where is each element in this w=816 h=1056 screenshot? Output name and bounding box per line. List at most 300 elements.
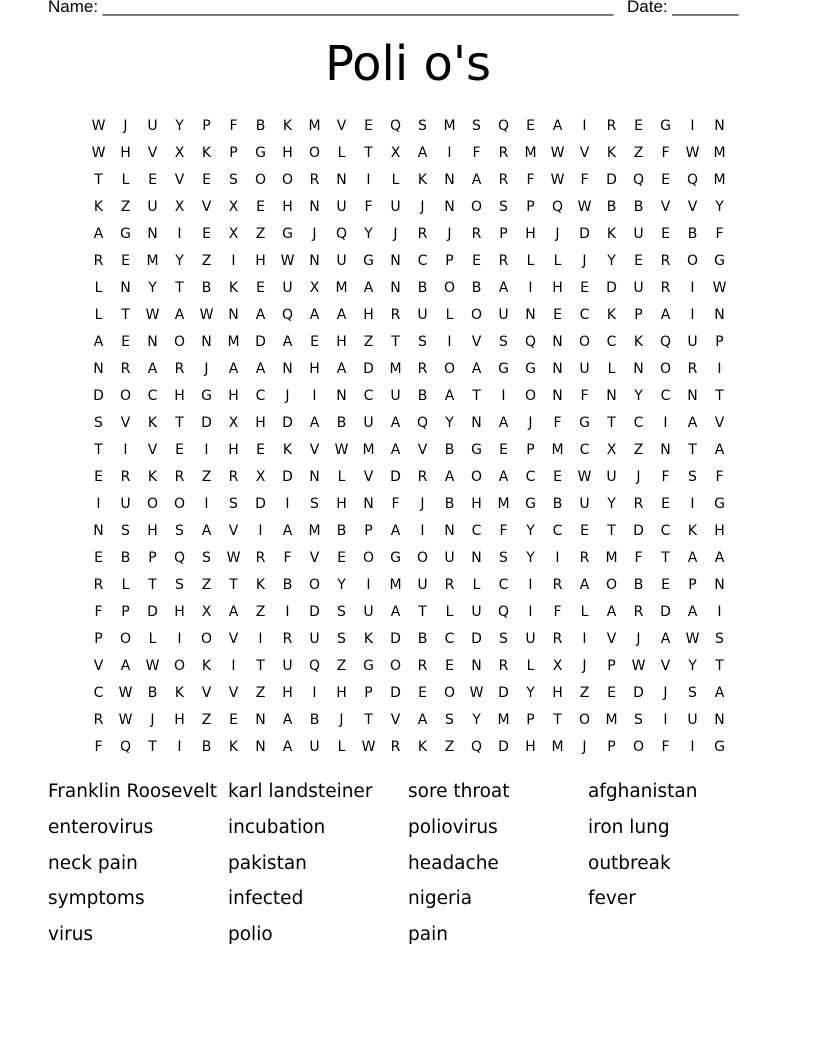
grid-letter: I <box>528 576 533 593</box>
grid-letter: P <box>229 144 238 161</box>
grid-letter: V <box>606 630 617 647</box>
grid-letter: L <box>391 171 400 188</box>
grid-letter: L <box>337 468 346 485</box>
grid-letter: X <box>228 198 239 215</box>
grid-letter: U <box>282 657 293 674</box>
grid-letter: S <box>499 333 508 350</box>
grid-letter: X <box>228 225 239 242</box>
grid-letter: I <box>582 117 587 134</box>
name-field-line: Name: ______________________________________________________ <box>48 0 614 16</box>
grid-letter: Q <box>524 333 537 350</box>
grid-letter: T <box>175 279 184 296</box>
grid-letter: J <box>555 225 560 242</box>
grid-letter: I <box>420 522 425 539</box>
grid-letter: R <box>120 360 131 377</box>
grid-letter: E <box>526 117 535 134</box>
grid-letter: J <box>204 360 209 377</box>
grid-letter: U <box>309 738 320 755</box>
word-bank-item: headache <box>408 852 499 874</box>
grid-letter: A <box>282 522 293 539</box>
grid-letter: H <box>282 144 293 161</box>
grid-letter: N <box>471 414 482 431</box>
grid-letter: E <box>607 684 616 701</box>
grid-letter: Y <box>175 117 184 134</box>
grid-letter: A <box>498 414 509 431</box>
grid-letter: Z <box>201 711 212 728</box>
grid-letter: E <box>553 468 562 485</box>
grid-letter: O <box>443 279 456 296</box>
grid-letter: A <box>714 549 725 566</box>
grid-letter: Z <box>201 252 212 269</box>
grid-letter: Z <box>255 684 266 701</box>
grid-letter: K <box>147 414 158 431</box>
grid-letter: J <box>663 684 668 701</box>
grid-letter: I <box>366 576 371 593</box>
grid-letter: E <box>256 279 265 296</box>
grid-letter: B <box>417 387 428 404</box>
grid-letter: F <box>580 171 589 188</box>
grid-letter: G <box>201 387 212 404</box>
grid-letter: U <box>147 198 158 215</box>
grid-letter: Q <box>632 171 645 188</box>
grid-letter: O <box>578 711 591 728</box>
grid-letter: N <box>471 549 482 566</box>
grid-letter: A <box>687 549 698 566</box>
grid-row <box>85 598 733 625</box>
grid-letter: R <box>498 252 509 269</box>
grid-letter: R <box>498 144 509 161</box>
grid-letter: L <box>553 252 562 269</box>
grid-letter: K <box>606 144 617 161</box>
grid-letter: S <box>499 198 508 215</box>
grid-letter: I <box>177 225 182 242</box>
grid-row <box>85 355 733 382</box>
grid-letter: E <box>418 684 427 701</box>
grid-letter: A <box>444 468 455 485</box>
grid-letter: W <box>145 657 160 674</box>
grid-letter: Q <box>686 171 699 188</box>
grid-letter: O <box>686 252 699 269</box>
grid-letter: C <box>660 387 671 404</box>
grid-letter: A <box>714 441 725 458</box>
grid-letter: D <box>201 414 212 431</box>
grid-letter: Z <box>336 657 347 674</box>
grid-letter: A <box>336 360 347 377</box>
grid-letter: B <box>255 117 266 134</box>
grid-letter: D <box>660 603 671 620</box>
grid-row <box>85 679 733 706</box>
grid-letter: N <box>390 279 401 296</box>
grid-letter: R <box>579 549 590 566</box>
grid-letter: I <box>528 279 533 296</box>
grid-letter: J <box>420 198 425 215</box>
grid-letter: V <box>147 144 158 161</box>
word-bank-item: karl landsteiner <box>228 781 373 802</box>
grid-letter: H <box>147 522 158 539</box>
grid-letter: B <box>309 711 320 728</box>
grid-row <box>85 625 733 652</box>
grid-letter: Y <box>607 495 616 512</box>
grid-letter: U <box>120 495 131 512</box>
grid-letter: W <box>550 171 565 188</box>
grid-letter: T <box>553 711 562 728</box>
grid-letter: U <box>579 495 590 512</box>
grid-row <box>85 166 733 193</box>
grid-letter: G <box>525 495 536 512</box>
grid-letter: F <box>580 387 589 404</box>
grid-letter: R <box>471 225 482 242</box>
grid-letter: U <box>606 468 617 485</box>
grid-letter: M <box>443 117 456 134</box>
grid-letter: U <box>390 387 401 404</box>
grid-letter: H <box>282 684 293 701</box>
grid-letter: B <box>120 549 131 566</box>
grid-letter: F <box>472 144 481 161</box>
grid-letter: K <box>201 657 212 674</box>
grid-letter: I <box>690 279 695 296</box>
grid-letter: U <box>336 198 347 215</box>
grid-letter: X <box>309 279 320 296</box>
grid-letter: G <box>282 225 293 242</box>
grid-letter: Z <box>201 576 212 593</box>
grid-letter: O <box>632 738 645 755</box>
grid-letter: V <box>309 549 320 566</box>
grid-letter: I <box>231 252 236 269</box>
grid-letter: L <box>472 576 481 593</box>
grid-letter: O <box>578 333 591 350</box>
grid-letter: Z <box>201 468 212 485</box>
grid-letter: E <box>661 225 670 242</box>
grid-letter: D <box>363 360 374 377</box>
grid-letter: N <box>363 495 374 512</box>
grid-letter: H <box>336 495 347 512</box>
grid-letter: V <box>363 468 374 485</box>
grid-letter: X <box>174 144 185 161</box>
grid-letter: H <box>174 711 185 728</box>
grid-letter: G <box>714 738 725 755</box>
grid-letter: I <box>123 441 128 458</box>
grid-letter: I <box>690 738 695 755</box>
grid-letter: F <box>94 603 103 620</box>
grid-letter: J <box>339 711 344 728</box>
grid-letter: N <box>525 306 536 323</box>
grid-letter: O <box>362 549 375 566</box>
grid-letter: N <box>606 387 617 404</box>
grid-letter: K <box>228 279 239 296</box>
grid-letter: Z <box>633 441 644 458</box>
grid-letter: T <box>364 711 373 728</box>
grid-letter: T <box>391 333 400 350</box>
grid-letter: U <box>633 279 644 296</box>
grid-letter: N <box>444 171 455 188</box>
grid-letter: Y <box>148 279 157 296</box>
grid-letter: J <box>393 225 398 242</box>
grid-letter: R <box>228 468 239 485</box>
grid-letter: N <box>714 576 725 593</box>
grid-letter: V <box>93 657 104 674</box>
word-bank-item: sore throat <box>408 781 510 802</box>
grid-letter: E <box>256 441 265 458</box>
grid-letter: Y <box>526 522 535 539</box>
grid-letter: C <box>363 387 374 404</box>
grid-letter: B <box>633 576 644 593</box>
grid-letter: K <box>417 738 428 755</box>
grid-letter: O <box>281 171 294 188</box>
grid-letter: E <box>256 198 265 215</box>
grid-letter: M <box>713 171 726 188</box>
grid-letter: N <box>120 279 131 296</box>
grid-letter: R <box>174 468 185 485</box>
grid-letter: Q <box>119 738 132 755</box>
grid-letter: A <box>471 360 482 377</box>
grid-letter: Q <box>659 333 672 350</box>
grid-letter: K <box>606 306 617 323</box>
grid-letter: R <box>93 576 104 593</box>
grid-letter: W <box>118 684 133 701</box>
grid-letter: W <box>118 711 133 728</box>
grid-letter: A <box>309 306 320 323</box>
grid-letter: W <box>226 549 241 566</box>
grid-letter: D <box>633 522 644 539</box>
grid-letter: A <box>147 360 158 377</box>
grid-letter: M <box>146 252 159 269</box>
grid-row <box>85 247 733 274</box>
grid-letter: V <box>120 414 131 431</box>
grid-letter: V <box>228 684 239 701</box>
grid-letter: I <box>204 495 209 512</box>
grid-letter: D <box>606 171 617 188</box>
grid-letter: I <box>447 333 452 350</box>
word-bank-item: virus <box>48 924 94 946</box>
grid-letter: W <box>577 198 592 215</box>
grid-letter: R <box>282 630 293 647</box>
grid-letter: P <box>364 522 373 539</box>
grid-letter: H <box>525 738 536 755</box>
grid-letter: P <box>715 333 724 350</box>
grid-letter: H <box>525 225 536 242</box>
grid-letter: B <box>336 522 347 539</box>
grid-letter: J <box>312 225 317 242</box>
grid-letter: E <box>580 279 589 296</box>
grid-letter: R <box>309 171 320 188</box>
grid-letter: U <box>687 333 698 350</box>
grid-letter: O <box>470 306 483 323</box>
grid-letter: I <box>366 171 371 188</box>
grid-letter: Z <box>255 225 266 242</box>
grid-letter: A <box>363 279 374 296</box>
grid-letter: F <box>364 198 373 215</box>
grid-letter: A <box>336 306 347 323</box>
grid-letter: E <box>202 171 211 188</box>
grid-letter: N <box>282 360 293 377</box>
grid-letter: B <box>201 738 212 755</box>
grid-letter: X <box>552 657 563 674</box>
grid-letter: G <box>525 360 536 377</box>
grid-letter: G <box>471 441 482 458</box>
grid-letter: E <box>121 252 130 269</box>
grid-letter: R <box>417 468 428 485</box>
grid-letter: C <box>498 576 509 593</box>
grid-letter: P <box>445 252 454 269</box>
grid-letter: A <box>309 414 320 431</box>
grid-letter: N <box>309 468 320 485</box>
grid-letter: C <box>633 414 644 431</box>
grid-letter: C <box>147 387 158 404</box>
grid-letter: K <box>606 225 617 242</box>
grid-letter: J <box>123 117 128 134</box>
grid-letter: Q <box>335 225 348 242</box>
grid-letter: N <box>471 657 482 674</box>
grid-letter: K <box>147 468 158 485</box>
grid-row <box>85 733 733 760</box>
grid-letter: V <box>714 414 725 431</box>
grid-letter: R <box>552 630 563 647</box>
grid-letter: H <box>255 414 266 431</box>
grid-letter: H <box>714 522 725 539</box>
grid-letter: X <box>228 414 239 431</box>
grid-letter: E <box>634 252 643 269</box>
grid-letter: H <box>255 252 266 269</box>
grid-letter: P <box>688 576 697 593</box>
grid-letter: W <box>631 657 646 674</box>
grid-letter: R <box>444 576 455 593</box>
grid-letter: T <box>607 522 616 539</box>
grid-letter: L <box>607 360 616 377</box>
grid-letter: A <box>228 603 239 620</box>
grid-letter: E <box>94 468 103 485</box>
grid-letter: T <box>715 387 724 404</box>
grid-letter: B <box>552 495 563 512</box>
puzzle-title: Poli o's <box>324 36 492 92</box>
grid-letter: J <box>582 252 587 269</box>
grid-letter: O <box>308 144 321 161</box>
grid-letter: J <box>528 414 533 431</box>
grid-letter: A <box>606 603 617 620</box>
grid-letter: O <box>173 333 186 350</box>
grid-letter: F <box>553 414 562 431</box>
grid-letter: U <box>363 603 374 620</box>
grid-letter: S <box>418 333 427 350</box>
grid-letter: I <box>447 144 452 161</box>
grid-letter: L <box>94 279 103 296</box>
grid-letter: L <box>445 603 454 620</box>
grid-letter: H <box>228 387 239 404</box>
grid-letter: R <box>390 306 401 323</box>
grid-letter: J <box>636 630 641 647</box>
grid-letter: Z <box>120 198 131 215</box>
grid-letter: A <box>120 657 131 674</box>
grid-letter: N <box>714 117 725 134</box>
grid-letter: U <box>417 306 428 323</box>
word-bank-item: Franklin Roosevelt <box>48 781 217 802</box>
grid-letter: P <box>121 603 130 620</box>
grid-letter: C <box>255 387 266 404</box>
grid-letter: O <box>119 387 132 404</box>
grid-letter: T <box>607 414 616 431</box>
word-bank-item: infected <box>228 888 304 910</box>
grid-letter: H <box>228 441 239 458</box>
grid-letter: T <box>94 171 103 188</box>
grid-letter: Q <box>173 549 186 566</box>
grid-letter: A <box>201 522 212 539</box>
grid-row <box>85 193 733 220</box>
grid-letter: M <box>605 549 618 566</box>
grid-letter: P <box>526 441 535 458</box>
grid-letter: D <box>255 333 266 350</box>
grid-letter: T <box>148 738 157 755</box>
grid-letter: D <box>390 468 401 485</box>
grid-letter: I <box>258 630 263 647</box>
grid-letter: A <box>282 711 293 728</box>
grid-letter: L <box>337 144 346 161</box>
grid-letter: D <box>282 468 293 485</box>
grid-letter: I <box>312 684 317 701</box>
grid-letter: A <box>552 117 563 134</box>
grid-letter: I <box>717 603 722 620</box>
grid-letter: U <box>336 252 347 269</box>
grid-letter: J <box>582 657 587 674</box>
grid-letter: O <box>173 657 186 674</box>
grid-letter: Q <box>497 117 510 134</box>
grid-letter: R <box>498 171 509 188</box>
grid-letter: R <box>633 603 644 620</box>
grid-letter: E <box>472 252 481 269</box>
grid-letter: M <box>524 144 537 161</box>
grid-letter: G <box>660 117 671 134</box>
grid-letter: N <box>93 522 104 539</box>
grid-letter: C <box>525 468 536 485</box>
grid-letter: N <box>552 360 563 377</box>
grid-letter: V <box>201 198 212 215</box>
grid-letter: K <box>93 198 104 215</box>
grid-letter: N <box>147 225 158 242</box>
grid-letter: A <box>660 630 671 647</box>
grid-letter: I <box>690 495 695 512</box>
grid-letter: H <box>552 684 563 701</box>
grid-letter: C <box>471 522 482 539</box>
grid-letter: D <box>255 495 266 512</box>
grid-letter: I <box>285 603 290 620</box>
grid-letter: A <box>228 360 239 377</box>
grid-letter: R <box>93 252 104 269</box>
grid-letter: N <box>228 306 239 323</box>
grid-letter: N <box>633 360 644 377</box>
grid-row <box>85 274 733 301</box>
grid-letter: W <box>685 630 700 647</box>
grid-letter: I <box>177 630 182 647</box>
grid-letter: S <box>445 711 454 728</box>
grid-letter: O <box>659 360 672 377</box>
grid-letter: N <box>147 333 158 350</box>
grid-letter: E <box>661 576 670 593</box>
grid-letter: N <box>336 387 347 404</box>
grid-letter: O <box>119 630 132 647</box>
grid-letter: G <box>255 144 266 161</box>
grid-letter: V <box>201 684 212 701</box>
grid-letter: K <box>255 576 266 593</box>
grid-letter: I <box>231 657 236 674</box>
grid-letter: J <box>150 711 155 728</box>
grid-row <box>85 436 733 463</box>
grid-letter: S <box>688 684 697 701</box>
grid-letter: O <box>146 495 159 512</box>
grid-letter: T <box>121 306 130 323</box>
grid-letter: L <box>121 171 130 188</box>
grid-letter: R <box>417 657 428 674</box>
grid-letter: T <box>661 549 670 566</box>
grid-letter: S <box>229 495 238 512</box>
grid-letter: J <box>420 495 425 512</box>
